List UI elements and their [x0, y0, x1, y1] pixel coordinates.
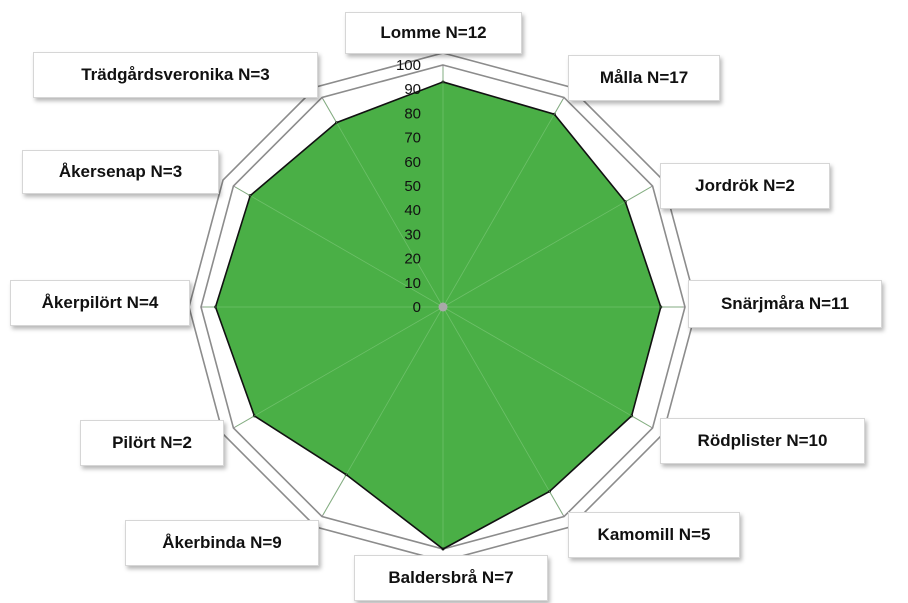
category-label-malla: Målla N=17 [568, 55, 720, 101]
category-label-kamomill: Kamomill N=5 [568, 512, 740, 558]
category-label-baldersbra: Baldersbrå N=7 [354, 555, 548, 601]
r-tick-label: 40 [404, 202, 421, 220]
r-tick-label: 70 [404, 129, 421, 147]
category-label-akerbinda: Åkerbinda N=9 [125, 520, 319, 566]
r-tick-label: 10 [404, 274, 421, 292]
r-tick-label: 20 [404, 250, 421, 268]
series-point [442, 548, 445, 551]
category-label-snarjmara: Snärjmåra N=11 [688, 280, 882, 328]
category-label-akerpilort: Åkerpilört N=4 [10, 280, 190, 326]
r-tick-label: 100 [395, 57, 421, 74]
r-tick-label: 50 [404, 178, 421, 195]
category-label-tradgardsveronika: Trädgårdsveronika N=3 [33, 52, 318, 98]
r-tick-label: 30 [404, 226, 421, 244]
r-tick-label: 0 [412, 299, 421, 316]
category-label-pilort: Pilört N=2 [80, 420, 224, 466]
category-label-lomme: Lomme N=12 [345, 12, 522, 54]
r-tick-label: 60 [404, 153, 421, 171]
category-label-akersenap: Åkersenap N=3 [22, 150, 219, 194]
r-tick-label: 90 [404, 81, 421, 99]
radar-center-dot [439, 303, 448, 312]
r-tick-label: 80 [404, 105, 421, 123]
category-label-jordrok: Jordrök N=2 [660, 163, 830, 209]
category-label-rodplister: Rödplister N=10 [660, 418, 865, 464]
